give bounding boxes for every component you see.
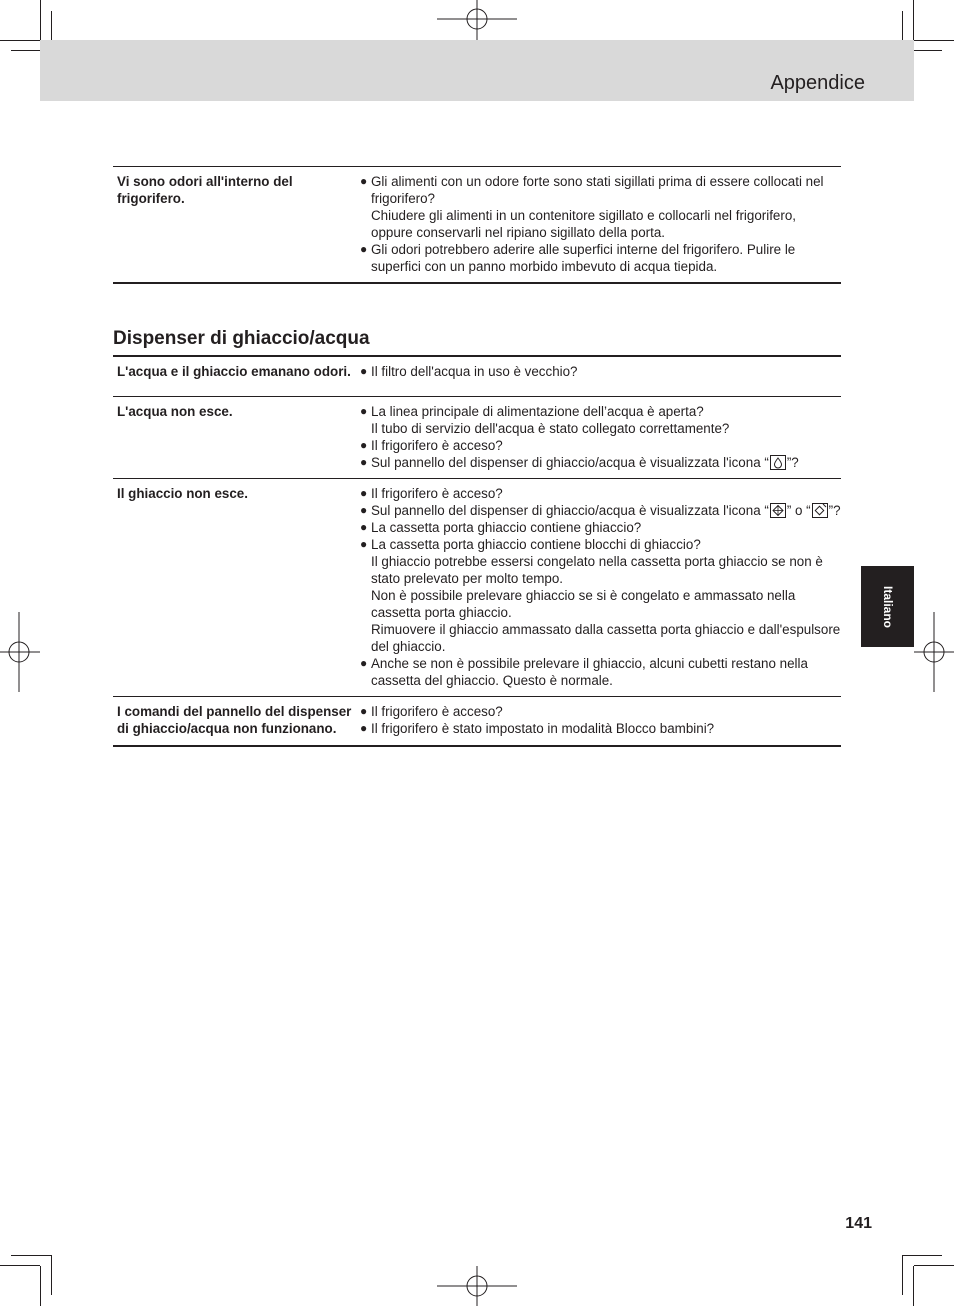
bullet: ● — [360, 721, 368, 735]
list-item — [360, 173, 841, 241]
crop-mark — [11, 1255, 51, 1256]
solution-text: Gli odori potrebbero aderire alle superfici interne del frigorifero. Pulire le superfici con un panno morbido imbevuto di acqua tiepida. — [371, 242, 796, 274]
solution-text: Gli alimenti con un odore forte sono stati sigillati prima di essere collocati nel frigorifero? Chiudere gli alimenti in un contenitore sigillato e collocarli nel frigorifero, oppure conservarli nel ripiano sigillato della porta. — [371, 174, 824, 240]
table-row — [113, 479, 841, 697]
crop-mark — [40, 1266, 41, 1306]
list-item — [360, 241, 841, 275]
list-item — [360, 655, 841, 689]
crop-mark — [40, 0, 41, 40]
ice-maker-off-icon — [812, 503, 828, 518]
problem-cell: I comandi del pannello del dispenser di ghiaccio/acqua non funzionano. — [117, 704, 352, 736]
solution-text: Il frigorifero è stato impostato in modalità Blocco bambini? — [371, 721, 715, 736]
bullet: ● — [360, 656, 368, 670]
solution-cell — [357, 479, 841, 697]
list-item — [360, 485, 841, 502]
bullet: ● — [360, 486, 368, 500]
solution-cell — [357, 397, 841, 479]
list-item — [360, 720, 841, 737]
bullet: ● — [360, 438, 368, 452]
table-row — [113, 356, 841, 397]
solution-text: La cassetta porta ghiaccio contiene ghiaccio? — [371, 520, 642, 535]
list-item — [360, 502, 841, 519]
language-tab — [861, 566, 914, 647]
language-tab-label: Italiano — [880, 585, 895, 628]
section-heading: Dispenser di ghiaccio/acqua — [113, 328, 370, 349]
bullet: ● — [360, 242, 368, 256]
crop-mark — [913, 0, 914, 40]
problem-cell: Vi sono odori all'interno del frigorifero. — [117, 174, 293, 206]
bullet: ● — [360, 704, 368, 718]
registration-mark-left — [0, 612, 40, 692]
bullet: ● — [360, 455, 368, 469]
list-item — [360, 536, 841, 655]
list-item — [360, 437, 841, 454]
list-item — [360, 703, 841, 720]
bullet: ● — [360, 503, 368, 517]
registration-mark-top — [437, 0, 517, 40]
registration-mark-right — [914, 612, 954, 692]
solution-cell — [357, 356, 841, 397]
solution-text: La linea principale di alimentazione dell’acqua è aperta? Il tubo di servizio dell'acqua è stato collegato correttamente? — [371, 404, 730, 436]
bullet: ● — [360, 174, 368, 188]
solution-cell — [357, 697, 841, 747]
crop-mark — [902, 1255, 942, 1256]
solution-text: Sul pannello del dispenser di ghiaccio/acqua è visualizzata l'icona “ ”? — [371, 455, 799, 470]
crop-mark — [914, 1265, 954, 1266]
crop-mark — [0, 40, 40, 41]
solution-text: Anche se non è possibile prelevare il ghiaccio, alcuni cubetti restano nella cassetta del ghiaccio. Questo è normale. — [371, 656, 808, 688]
water-drop-icon — [770, 455, 786, 470]
ice-cube-icon — [770, 503, 786, 518]
crop-mark — [913, 1266, 914, 1306]
problem-cell: L'acqua e il ghiaccio emanano odori. — [117, 364, 351, 379]
problem-cell: L'acqua non esce. — [117, 404, 233, 419]
page-number: 141 — [845, 1215, 872, 1232]
crop-mark — [51, 1255, 52, 1295]
bullet: ● — [360, 404, 368, 418]
list-item — [360, 454, 841, 471]
bullet: ● — [360, 520, 368, 534]
solution-text: Il frigorifero è acceso? — [371, 486, 503, 501]
crop-mark — [0, 1265, 40, 1266]
troubleshooting-table-odors — [113, 166, 841, 284]
bullet: ● — [360, 537, 368, 551]
solution-text: Il frigorifero è acceso? — [371, 704, 503, 719]
solution-text: Il filtro dell'acqua in uso è vecchio? — [371, 364, 578, 379]
solution-text: Sul pannello del dispenser di ghiaccio/acqua è visualizzata l'icona “ ” o “ ”? — [371, 503, 841, 518]
crop-mark — [914, 40, 954, 41]
troubleshooting-table-dispenser — [113, 355, 841, 747]
registration-mark-bottom — [437, 1266, 517, 1306]
list-item — [360, 519, 841, 536]
table-row — [113, 697, 841, 747]
table-row — [113, 397, 841, 479]
problem-cell: Il ghiaccio non esce. — [117, 486, 248, 501]
solution-text: Il frigorifero è acceso? — [371, 438, 503, 453]
table-row — [113, 167, 841, 284]
solution-text: La cassetta porta ghiaccio contiene blocchi di ghiaccio? Il ghiaccio potrebbe essersi congelato nella cassetta porta ghiaccio se non è stato prelevato per molto tempo. Non è possibile prelevare ghiaccio se si è congelato e ammassato nella cassetta porta ghiaccio. Rimuovere il ghiaccio ammassato dalla cassetta porta ghiaccio e dall'espulsore del ghiaccio. — [371, 537, 841, 654]
header-band — [40, 40, 914, 101]
page-title: Appendice — [770, 72, 865, 94]
solution-cell — [357, 167, 841, 284]
list-item — [360, 403, 841, 437]
crop-mark — [902, 1255, 903, 1295]
list-item — [360, 363, 841, 380]
bullet: ● — [360, 364, 368, 378]
